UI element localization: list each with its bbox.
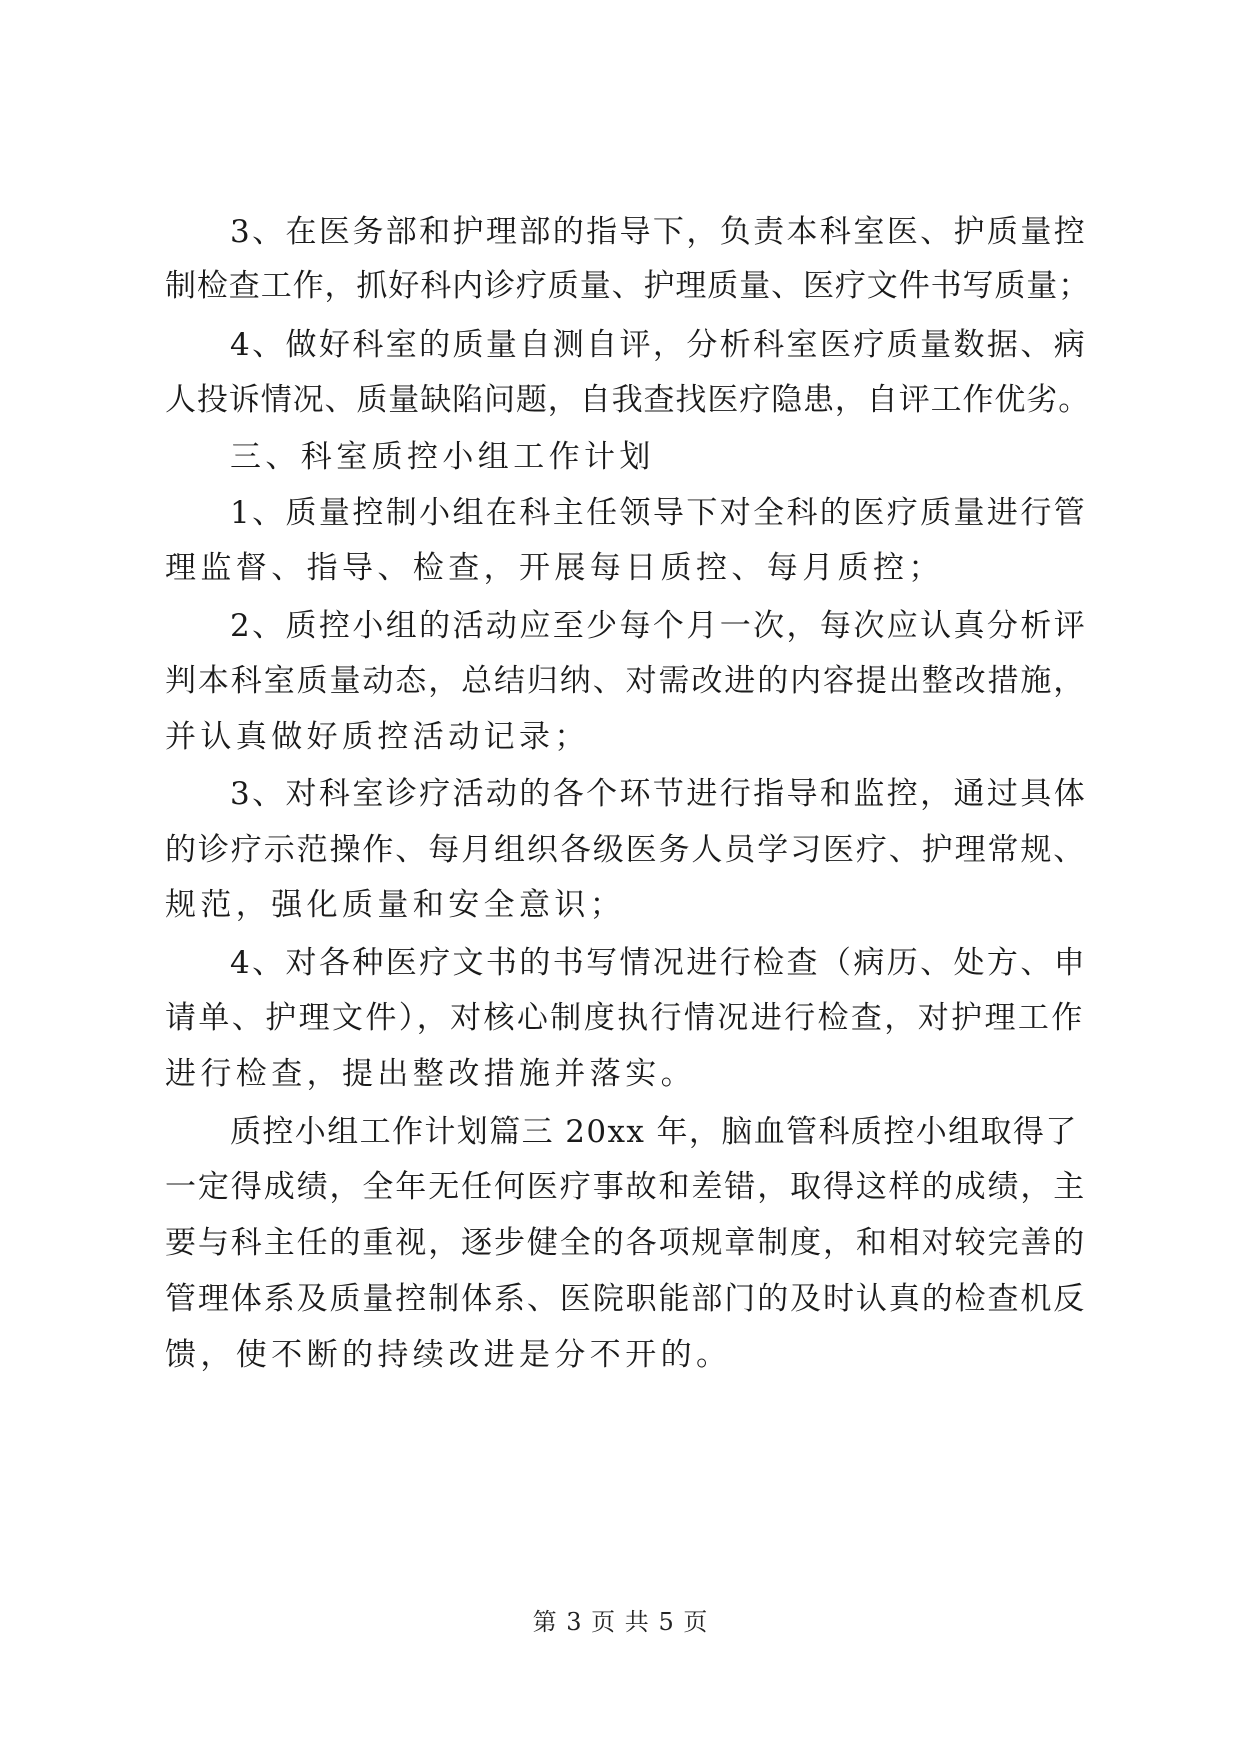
text-line: 3、对科室诊疗活动的各个环节进行指导和监控，通过具体: [230, 776, 1088, 812]
text-line: 要与科主任的重视，逐步健全的各项规章制度，和相对较完善的: [165, 1225, 1087, 1261]
text-line: 并认真做好质控活动记录；: [165, 719, 590, 755]
text-line: 人投诉情况、质量缺陷问题，自我查找医疗隐患，自评工作优劣。: [165, 382, 1091, 418]
text-line: 理监督、指导、检查，开展每日质控、每月质控；: [165, 550, 944, 586]
text-line: 制检查工作，抓好科内诊疗质量、护理质量、医疗文件书写质量；: [165, 268, 1091, 304]
text-line: 进行检查，提出整改措施并落实。: [165, 1056, 696, 1092]
text-line: 请单、护理文件），对核心制度执行情况进行检查，对护理工作: [165, 1000, 1085, 1036]
text-line: 1、质量控制小组在科主任领导下对全科的医疗质量进行管: [230, 495, 1088, 531]
text-line: 的诊疗示范操作、每月组织各级医务人员学习医疗、护理常规、: [165, 832, 1087, 868]
text-line: 一定得成绩，全年无任何医疗事故和差错，取得这样的成绩，主: [165, 1169, 1087, 1205]
text-line: 规范，强化质量和安全意识；: [165, 887, 626, 923]
section-heading: 三、科室质控小组工作计划: [230, 439, 655, 475]
text-line: 4、对各种医疗文书的书写情况进行检查（病历、处方、申: [230, 945, 1088, 981]
text-line: 3、在医务部和护理部的指导下，负责本科室医、护质量控: [230, 214, 1088, 250]
text-line: 4、做好科室的质量自测自评，分析科室医疗质量数据、病: [230, 327, 1088, 363]
text-line: 馈，使不断的持续改进是分不开的。: [165, 1337, 732, 1373]
text-line: 判本科室质量动态，总结归纳、对需改进的内容提出整改措施，: [165, 663, 1087, 699]
text-line: 管理体系及质量控制体系、医院职能部门的及时认真的检查机反: [165, 1281, 1087, 1317]
page-number-footer: 第 3 页 共 5 页: [532, 1608, 709, 1636]
text-line: 质控小组工作计划篇三 20xx 年，脑血管科质控小组取得了: [230, 1114, 1078, 1150]
text-line: 2、质控小组的活动应至少每个月一次，每次应认真分析评: [230, 608, 1088, 644]
